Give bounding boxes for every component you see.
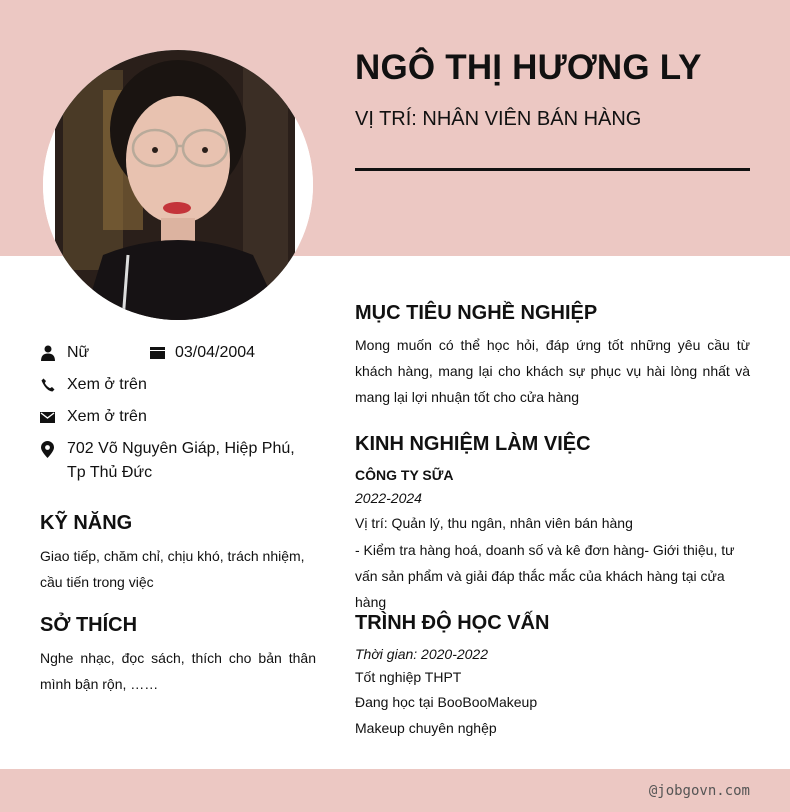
education-item: Makeup chuyên nghệp xyxy=(355,720,497,736)
objective-title: MỤC TIÊU NGHỀ NGHIỆP xyxy=(355,302,598,324)
education-item: Tốt nghiệp THPT xyxy=(355,669,462,685)
education-title: TRÌNH ĐỘ HỌC VẤN xyxy=(355,612,550,634)
birthday-row xyxy=(150,341,255,365)
job-position: VỊ TRÍ: NHÂN VIÊN BÁN HÀNG xyxy=(355,108,642,130)
experience-description: - Kiểm tra hàng hoá, doanh số và kê đơn hàng- Giới thiệu, tư vấn sản phẩm và giải đáp thắc mắc của khách hàng tại cửa hàng xyxy=(355,542,735,610)
phone-icon xyxy=(40,373,55,397)
calendar-icon xyxy=(150,341,165,365)
watermark: @jobgovn.com xyxy=(648,783,750,799)
education-item: Đang học tại BooBooMakeup xyxy=(355,694,538,710)
person-icon xyxy=(40,341,55,365)
header-divider xyxy=(355,168,750,171)
address-row xyxy=(40,437,312,485)
company-name: CÔNG TY SỮA xyxy=(355,467,454,483)
experience-title: KINH NGHIỆM LÀM VIỆC xyxy=(355,433,591,455)
location-pin-icon xyxy=(40,437,55,461)
gender-row xyxy=(40,341,137,365)
envelope-icon xyxy=(40,405,55,429)
phone-row xyxy=(40,373,312,397)
candidate-name: NGÔ THỊ HƯƠNG LY xyxy=(355,48,702,87)
hobbies-text: Nghe nhạc, đọc sách, thích cho bản thân mình bận rộn, …… xyxy=(40,650,316,692)
skills-title: KỸ NĂNG xyxy=(40,512,133,534)
experience-role: Vị trí: Quản lý, thu ngân, nhân viên bán hàng xyxy=(355,515,633,531)
birthday-text: 03/04/2004 xyxy=(175,344,256,361)
gender-text: Nữ xyxy=(67,344,90,361)
email-text: Xem ở trên xyxy=(67,408,147,425)
address-text: 702 Võ Nguyên Giáp, Hiệp Phú, Tp Thủ Đức xyxy=(67,440,295,481)
hobbies-title: SỞ THÍCH xyxy=(40,614,138,636)
objective-text: Mong muốn có thể học hỏi, đáp ứng tốt những yêu cầu từ khách hàng, mang lại cho khách sự phục vụ hài lòng nhất và mang lại lợi nhuận tốt cho cửa hàng xyxy=(355,337,750,405)
education-period: Thời gian: 2020-2022 xyxy=(355,646,488,662)
skills-text: Giao tiếp, chăm chỉ, chịu khó, trách nhiệm, cầu tiến trong việc xyxy=(40,548,305,590)
email-row xyxy=(40,405,312,429)
experience-period: 2022-2024 xyxy=(355,490,422,506)
phone-text: Xem ở trên xyxy=(67,376,147,393)
profile-photo xyxy=(43,50,313,320)
